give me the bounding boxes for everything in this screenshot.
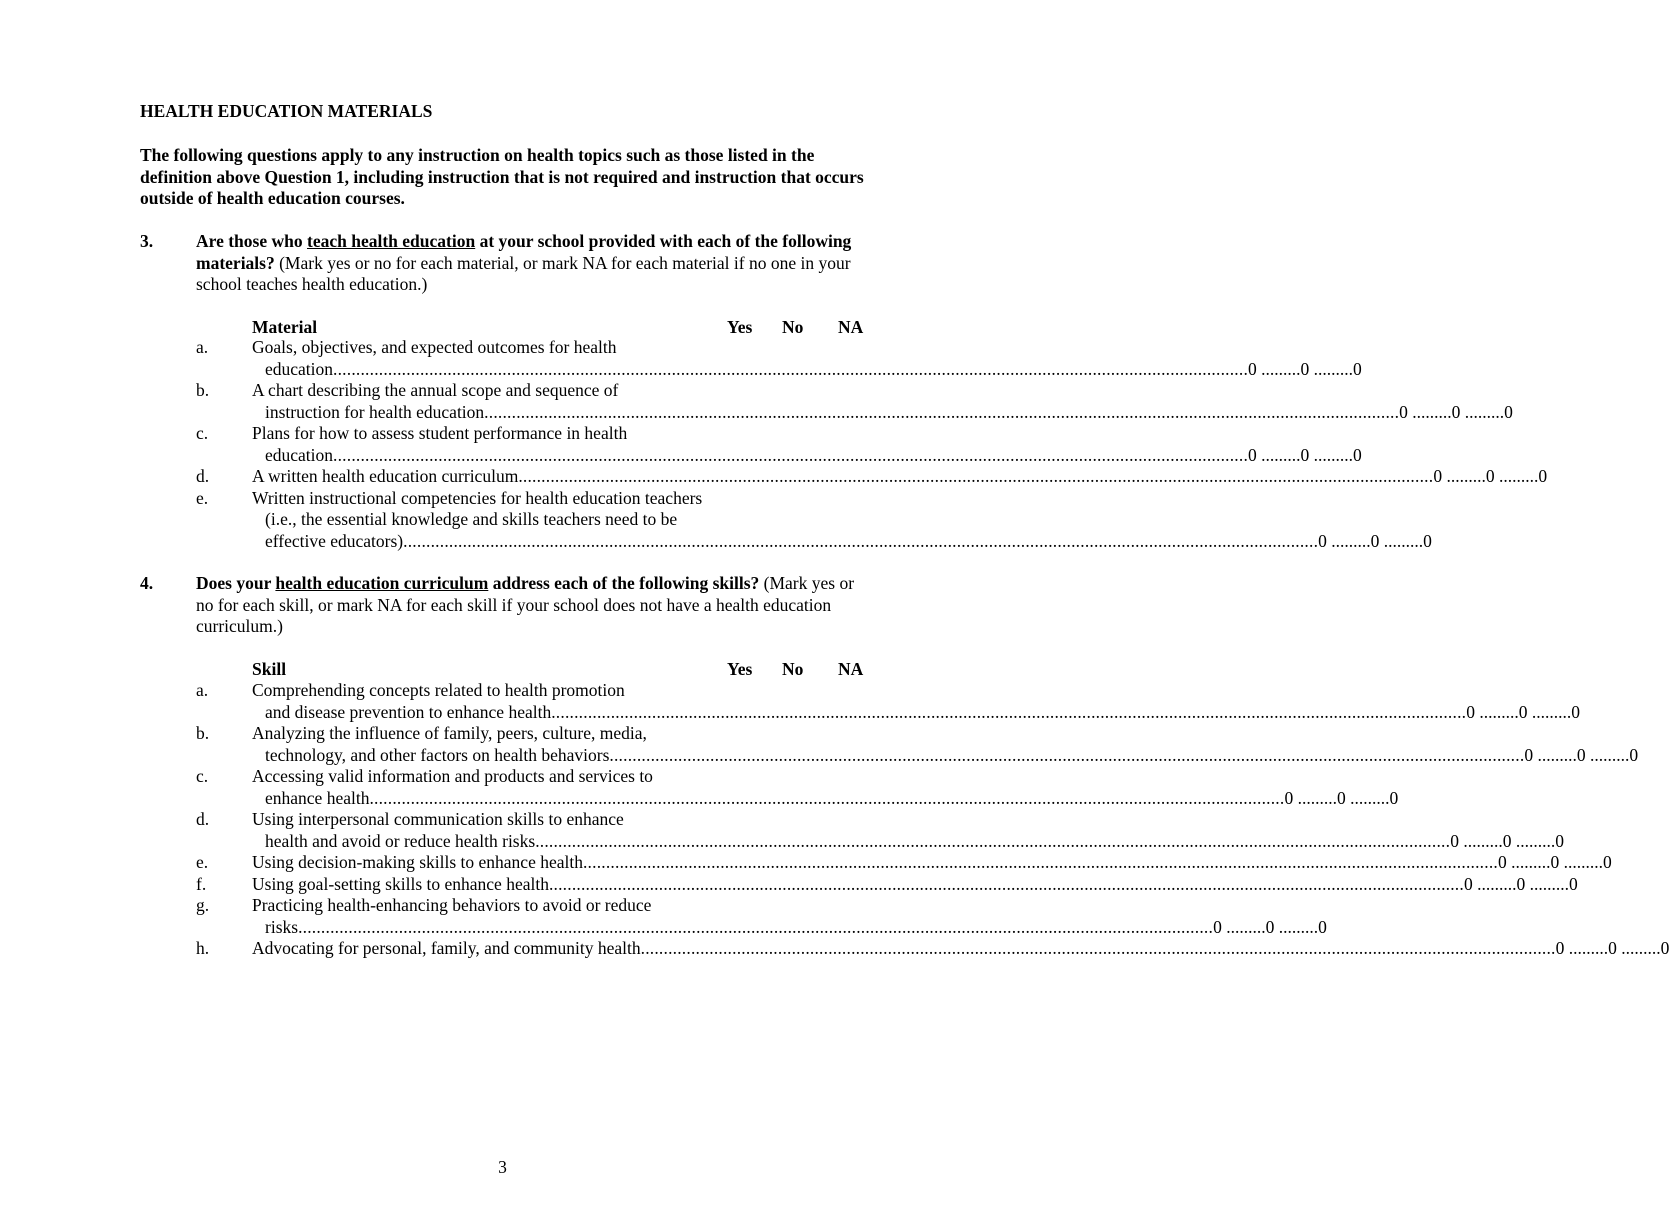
dot-leader: ......... — [1442, 466, 1486, 486]
item-answer-line — [265, 916, 1327, 939]
dot-leader: ......... — [1309, 444, 1354, 465]
item-answer-line — [265, 744, 1639, 767]
no-answer-option[interactable]: 0 — [1550, 852, 1560, 872]
answer-choices — [1213, 917, 1327, 939]
yes-answer-option[interactable]: 0 — [1450, 830, 1459, 851]
dot-leader: ......... — [1559, 852, 1603, 872]
dot-leader: ......... — [1527, 701, 1572, 722]
item-text: A chart describing the annual scope and sequence of — [252, 380, 619, 400]
item-text-last: enhance health — [265, 787, 370, 808]
item-row — [196, 873, 1578, 896]
dot-leader: ......... — [1326, 530, 1371, 551]
dot-leader: ......... — [1221, 916, 1266, 937]
item-answer-line — [265, 787, 1399, 810]
item-answer-line — [265, 401, 1513, 424]
question-4-tail: address each of the following skills? — [488, 573, 760, 593]
dot-leader: ........................................................................................................................................................................................................ — [518, 466, 1434, 486]
item-row — [196, 766, 1399, 809]
question-4-underlined: health education curriculum — [275, 573, 489, 593]
dot-leader: ......... — [1379, 530, 1424, 551]
item-text: Comprehending concepts related to health promotion — [252, 680, 625, 700]
item-answer-line — [252, 873, 1578, 896]
dot-leader: ........................................................................................................................................................................................................ — [298, 916, 1214, 937]
question-3-instruction: (Mark yes or no for each material, or mark NA for each material if no one in your school teaches health education.) — [196, 252, 851, 294]
item-text: Using interpersonal communication skills to enhance — [252, 809, 624, 829]
dot-leader: ......... — [1616, 938, 1661, 958]
item-text-last: health and avoid or reduce health risks — [265, 830, 536, 851]
question-3-number: 3. — [140, 231, 154, 251]
na-answer-option[interactable]: 0 — [1389, 787, 1399, 808]
na-answer-option[interactable]: 0 — [1602, 852, 1612, 872]
item-text-last: effective educators) — [265, 530, 404, 551]
answer-choices — [1248, 445, 1362, 467]
item-answer-line — [252, 938, 1669, 960]
dot-leader: ......... — [1309, 358, 1354, 379]
dot-leader: ......... — [1460, 401, 1505, 422]
dot-leader: ......... — [1293, 787, 1337, 808]
dot-leader: ........................................................................................................................................................................................................ — [333, 444, 1249, 465]
no-answer-option[interactable]: 0 — [1516, 873, 1526, 894]
section-heading: HEALTH EDUCATION MATERIALS — [140, 101, 433, 121]
item-row — [196, 380, 1513, 423]
yes-answer-option[interactable]: 0 — [1463, 873, 1473, 894]
answer-choices — [1466, 702, 1580, 724]
item-text-last: Advocating for personal, family, and community health — [252, 938, 641, 958]
skill-column-header: Skill — [252, 659, 287, 679]
dot-leader: ......... — [1533, 744, 1577, 765]
dot-leader: ......... — [1345, 787, 1390, 808]
item-letter: b. — [196, 380, 210, 400]
yes-answer-option[interactable]: 0 — [1284, 787, 1294, 808]
item-text-last: education — [265, 358, 334, 379]
na-answer-option[interactable]: 0 — [1423, 530, 1432, 551]
item-text-last: instruction for health education — [265, 401, 485, 422]
na-answer-option[interactable]: 0 — [1318, 916, 1327, 937]
yes-answer-option[interactable]: 0 — [1433, 466, 1443, 486]
question-4-number: 4. — [140, 573, 154, 593]
question-3-text — [196, 231, 868, 296]
question-3-tail: at your school provided with each of the following materials? — [196, 231, 852, 273]
na-answer-option[interactable]: 0 — [1504, 401, 1513, 422]
na-answer-option[interactable]: 0 — [1353, 358, 1362, 379]
no-column-header: No — [782, 317, 804, 337]
dot-leader: ......... — [1564, 938, 1609, 958]
item-row — [196, 723, 1639, 766]
item-letter: f. — [196, 873, 207, 894]
item-text: Practicing health-enhancing behaviors to avoid or reduce — [252, 895, 652, 915]
na-answer-option[interactable]: 0 — [1660, 938, 1669, 958]
item-text: Analyzing the influence of family, peers, culture, media, — [252, 723, 647, 743]
yes-column-header: Yes — [727, 317, 753, 337]
dot-leader: ......... — [1525, 873, 1569, 894]
item-letter: b. — [196, 723, 210, 743]
dot-leader: ........................................................................................................................................................................................................ — [548, 873, 1464, 894]
yes-answer-option[interactable]: 0 — [1524, 744, 1534, 765]
answer-choices — [1556, 938, 1669, 960]
item-text-last: A written health education curriculum — [252, 466, 519, 486]
no-answer-option[interactable]: 0 — [1265, 916, 1275, 937]
yes-answer-option[interactable]: 0 — [1248, 444, 1257, 465]
no-column-header: No — [782, 659, 804, 679]
answer-choices — [1450, 831, 1564, 853]
dot-leader: ......... — [1256, 358, 1301, 379]
answer-choices — [1524, 745, 1638, 767]
item-text: Accessing valid information and products and services to — [252, 766, 653, 786]
item-letter: e. — [196, 852, 209, 872]
question-4-lead: Does your — [196, 573, 276, 593]
yes-answer-option[interactable]: 0 — [1466, 701, 1475, 722]
item-letter: d. — [196, 466, 210, 486]
yes-answer-option[interactable]: 0 — [1213, 916, 1222, 937]
item-answer-line — [252, 466, 1548, 488]
no-answer-option[interactable]: 0 — [1502, 830, 1512, 851]
item-text: Written instructional competencies for health education teachers — [252, 487, 703, 508]
dot-leader: ......... — [1474, 701, 1519, 722]
item-letter: c. — [196, 766, 209, 786]
dot-leader: ......... — [1511, 830, 1556, 851]
dot-leader: ......... — [1585, 744, 1630, 765]
na-answer-option[interactable]: 0 — [1555, 830, 1564, 851]
item-answer-line — [265, 701, 1580, 724]
item-letter: e. — [196, 487, 209, 508]
yes-column-header: Yes — [727, 659, 753, 679]
item-answer-line — [265, 830, 1564, 853]
answer-choices — [1399, 402, 1513, 424]
item-text-continued: (i.e., the essential knowledge and skills teachers need to be — [265, 509, 678, 529]
dot-leader: ......... — [1494, 466, 1539, 486]
na-answer-option[interactable]: 0 — [1629, 744, 1639, 765]
no-answer-option[interactable]: 0 — [1576, 744, 1586, 765]
answer-choices — [1464, 874, 1578, 896]
dot-leader: ......... — [1506, 852, 1551, 872]
yes-answer-option[interactable]: 0 — [1248, 358, 1257, 379]
dot-leader: ........................................................................................................................................................................................................ — [369, 787, 1285, 808]
item-text-last: technology, and other factors on health behaviors — [265, 744, 610, 765]
item-row — [196, 809, 1564, 852]
item-answer-line — [265, 530, 1432, 553]
item-text-last: education — [265, 444, 334, 465]
item-text-last: risks — [265, 916, 299, 937]
material-column-header: Material — [252, 317, 318, 337]
dot-leader: ........................................................................................................................................................................................................ — [582, 852, 1498, 872]
item-answer-line — [265, 444, 1362, 467]
item-row — [196, 487, 1432, 553]
no-answer-option[interactable]: 0 — [1608, 938, 1617, 958]
answer-choices — [1498, 852, 1612, 874]
intro-paragraph: The following questions apply to any instruction on health topics such as those listed in the definition above Question 1, including instruction that is not required and instruction that occurs outside of health education courses. — [140, 145, 864, 208]
na-answer-option[interactable]: 0 — [1568, 873, 1578, 894]
yes-answer-option[interactable]: 0 — [1318, 530, 1327, 551]
item-row — [196, 680, 1580, 723]
no-answer-option[interactable]: 0 — [1370, 530, 1380, 551]
answer-choices — [1433, 466, 1547, 488]
no-answer-option[interactable]: 0 — [1485, 466, 1495, 486]
item-answer-line — [252, 852, 1612, 874]
item-row — [196, 466, 1548, 488]
dot-leader: ........................................................................................................................................................................................................ — [609, 744, 1525, 765]
na-column-header: NA — [838, 317, 864, 337]
item-text: Goals, objectives, and expected outcomes for health — [252, 337, 617, 357]
no-answer-option[interactable]: 0 — [1518, 701, 1528, 722]
item-row — [196, 337, 1362, 380]
dot-leader: ........................................................................................................................................................................................................ — [403, 530, 1319, 551]
dot-leader: ........................................................................................................................................................................................................ — [535, 830, 1451, 851]
no-answer-option[interactable]: 0 — [1300, 444, 1310, 465]
na-answer-option[interactable]: 0 — [1353, 444, 1362, 465]
question-4-text — [196, 573, 868, 638]
question-3-lead: Are those who — [196, 231, 307, 251]
item-row — [196, 895, 1327, 938]
item-letter: h. — [196, 938, 210, 958]
no-answer-option[interactable]: 0 — [1300, 358, 1310, 379]
answer-choices — [1318, 531, 1432, 553]
na-answer-option[interactable]: 0 — [1538, 466, 1548, 486]
no-answer-option[interactable]: 0 — [1451, 401, 1461, 422]
item-answer-line — [265, 358, 1362, 381]
item-letter: d. — [196, 809, 210, 829]
dot-leader: ......... — [1472, 873, 1517, 894]
dot-leader: ......... — [1256, 444, 1301, 465]
item-text-last: Using goal-setting skills to enhance health — [252, 873, 549, 894]
dot-leader: ........................................................................................................................................................................................................ — [484, 401, 1400, 422]
item-letter: a. — [196, 680, 209, 700]
answer-choices — [1248, 359, 1362, 381]
item-letter: a. — [196, 337, 209, 357]
no-answer-option[interactable]: 0 — [1336, 787, 1346, 808]
yes-answer-option[interactable]: 0 — [1399, 401, 1408, 422]
na-column-header: NA — [838, 659, 864, 679]
dot-leader: ......... — [1458, 830, 1503, 851]
yes-answer-option[interactable]: 0 — [1497, 852, 1507, 872]
dot-leader: ........................................................................................................................................................................................................ — [640, 938, 1556, 958]
dot-leader: ......... — [1407, 401, 1452, 422]
item-row — [196, 423, 1362, 466]
answer-choices — [1284, 788, 1398, 810]
page-number: 3 — [498, 1157, 507, 1177]
item-text: Plans for how to assess student performance in health — [252, 423, 628, 443]
item-letter: c. — [196, 423, 209, 443]
item-text-last: and disease prevention to enhance health — [265, 701, 552, 722]
item-row — [196, 852, 1612, 874]
dot-leader: ......... — [1274, 916, 1319, 937]
item-letter: g. — [196, 895, 210, 915]
question-3-underlined: teach health education — [307, 231, 476, 251]
na-answer-option[interactable]: 0 — [1571, 701, 1580, 722]
item-row — [196, 938, 1669, 960]
dot-leader: ........................................................................................................................................................................................................ — [333, 358, 1249, 379]
yes-answer-option[interactable]: 0 — [1555, 938, 1565, 958]
item-text-last: Using decision-making skills to enhance health — [252, 852, 583, 872]
question-4-instruction: (Mark yes or no for each skill, or mark NA for each skill if your school does not have a health education curriculum.) — [196, 573, 855, 636]
dot-leader: ........................................................................................................................................................................................................ — [551, 701, 1467, 722]
